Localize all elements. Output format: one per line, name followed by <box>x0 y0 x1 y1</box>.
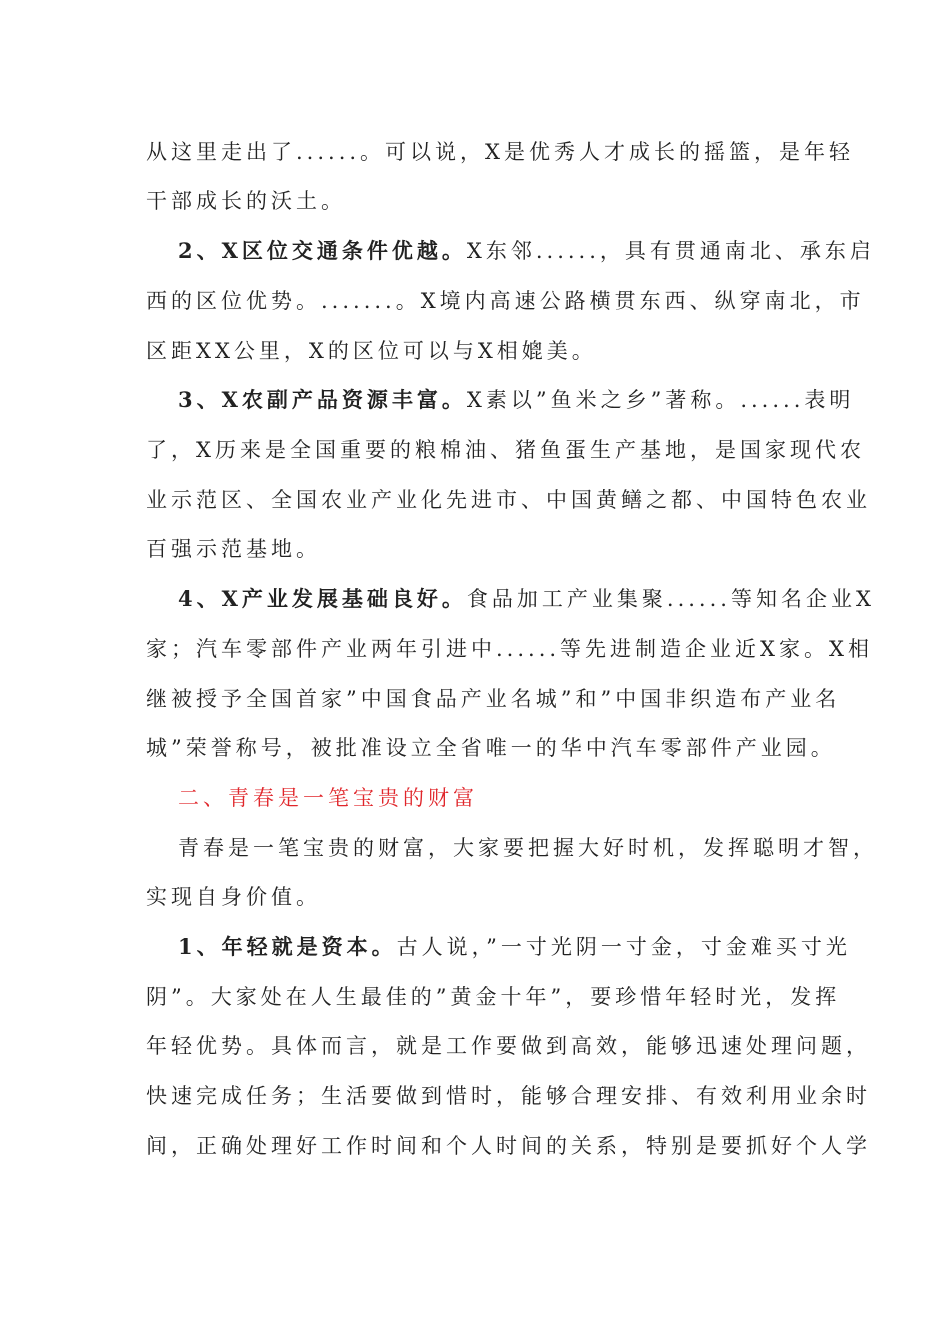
paragraph-4-line-1 <box>178 582 875 616</box>
paragraph-6-line-4: 快速完成任务；生活要做到惜时，能够合理安排、有效利用业余时 <box>146 1084 871 1108</box>
paragraph-3-line-2: 了，X历来是全国重要的粮棉油、猪鱼蛋生产基地，是国家现代农 <box>146 438 865 462</box>
paragraph-2-line-1-text: X东邻......，具有贯通南北、承东启 <box>466 239 875 263</box>
paragraph-1-line-2: 干部成长的沃土。 <box>146 189 346 213</box>
paragraph-6-line-1-text: 古人说，”一寸光阴一寸金，寸金难买寸光 <box>396 935 851 959</box>
paragraph-4-heading: 4、X产业发展基础良好。 <box>178 586 467 611</box>
paragraph-6-line-1 <box>178 930 851 964</box>
paragraph-2-heading: 2、X区位交通条件优越。 <box>178 238 467 263</box>
paragraph-4-line-4: 城”荣誉称号，被批准设立全省唯一的华中汽车零部件产业园。 <box>146 736 836 760</box>
paragraph-2-line-3: 区距XX公里，X的区位可以与X相媲美。 <box>146 339 597 363</box>
paragraph-6-line-5: 间，正确处理好工作时间和个人时间的关系，特别是要抓好个人学 <box>146 1134 871 1158</box>
paragraph-3-line-1-text: X素以”鱼米之乡”著称。......表明 <box>466 388 855 412</box>
paragraph-6-heading: 1、年轻就是资本。 <box>178 934 397 959</box>
paragraph-4-line-1-text: 食品加工产业集聚......等知名企业X <box>466 587 875 611</box>
paragraph-3-line-1 <box>178 383 855 417</box>
paragraph-3-line-4: 百强示范基地。 <box>146 537 321 561</box>
paragraph-4-line-3: 继被授予全国首家”中国食品产业名城”和”中国非织造布产业名 <box>146 687 841 711</box>
paragraph-5-line-2: 实现自身价值。 <box>146 885 321 909</box>
section-2-title: 二、青春是一笔宝贵的财富 <box>178 786 478 810</box>
paragraph-6-line-2: 阴”。大家处在人生最佳的”黄金十年”，要珍惜年轻时光，发挥 <box>146 985 841 1009</box>
paragraph-3-heading: 3、X农副产品资源丰富。 <box>178 387 467 412</box>
paragraph-4-line-2: 家；汽车零部件产业两年引进中......等先进制造企业近X家。X相 <box>146 637 873 661</box>
paragraph-1-line-1: 从这里走出了......。可以说，X是优秀人才成长的摇篮，是年轻 <box>146 140 854 164</box>
paragraph-3-line-3: 业示范区、全国农业产业化先进市、中国黄鳝之都、中国特色农业 <box>146 488 871 512</box>
paragraph-2-line-1 <box>178 234 875 268</box>
paragraph-5-line-1: 青春是一笔宝贵的财富，大家要把握大好时机，发挥聪明才智， <box>178 836 878 860</box>
paragraph-2-line-2: 西的区位优势。.......。X境内高速公路横贯东西、纵穿南北，市 <box>146 289 865 313</box>
paragraph-6-line-3: 年轻优势。具体而言，就是工作要做到高效，能够迅速处理问题， <box>146 1034 871 1058</box>
